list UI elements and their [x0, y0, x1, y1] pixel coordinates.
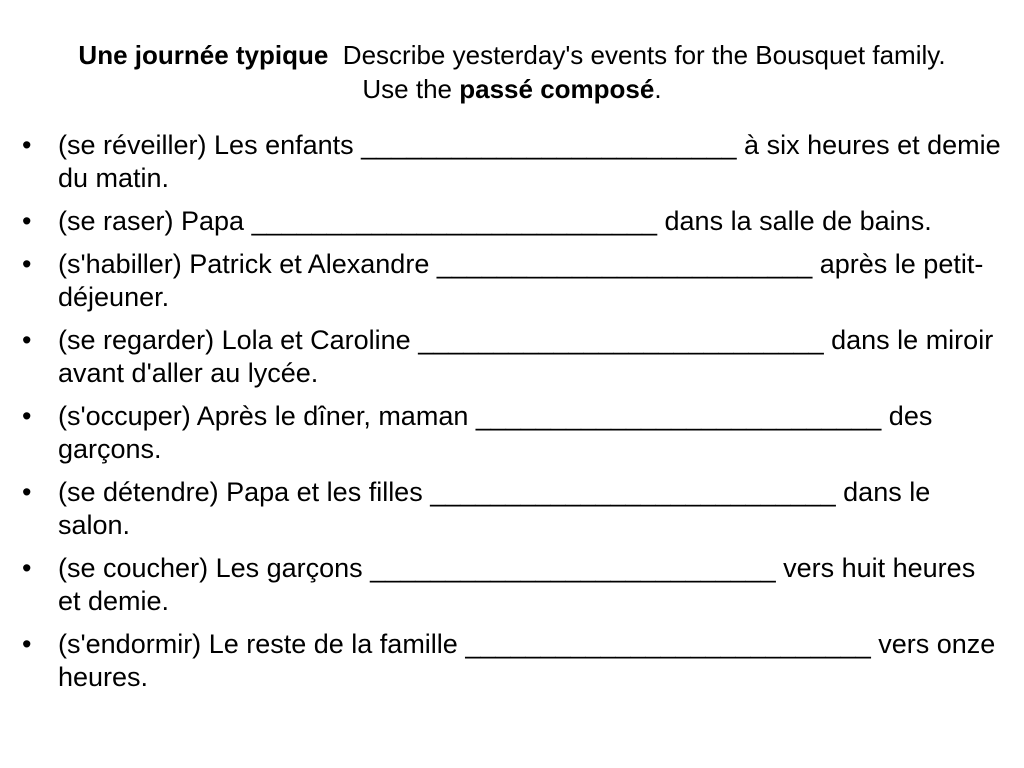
sentence-end: des garçons. [58, 401, 933, 464]
sentence-start: Papa et les filles [218, 477, 431, 507]
title-end-punct: . [654, 74, 662, 104]
exercise-item [22, 400, 1002, 466]
verb-hint: (se regarder) [58, 325, 215, 355]
verb-hint: (s'occuper) [58, 401, 191, 431]
sentence-start: Les garçons [208, 553, 371, 583]
exercise-item [22, 129, 1002, 195]
verb-hint: (se réveiller) [58, 130, 207, 160]
exercise-item [22, 552, 1002, 618]
sentence-end: à six heures et demie du matin. [58, 130, 1001, 193]
title-instruction: Describe yesterday's events for the Bousquet family. Use the [342, 40, 946, 104]
sentence-end: après le petit-déjeuner. [58, 249, 984, 312]
title-bold-part: Une journée typique [78, 40, 329, 70]
slide-title [60, 38, 964, 106]
sentence-start: Le reste de la famille [201, 629, 466, 659]
bullet-icon: • [22, 206, 32, 236]
sentence-start: Les enfants [206, 130, 362, 160]
bullet-icon: • [22, 477, 32, 507]
answer-blank: ___________________________ [430, 477, 836, 507]
exercise-list [22, 129, 1002, 704]
bullet-icon: • [22, 130, 32, 160]
exercise-item [22, 476, 1002, 542]
answer-blank: _________________________ [361, 130, 737, 160]
verb-hint: (s'habiller) [58, 249, 182, 279]
sentence-start: Après le dîner, maman [190, 401, 476, 431]
answer-blank: ___________________________ [370, 553, 776, 583]
verb-hint: (se raser) [58, 206, 174, 236]
verb-hint: (se détendre) [58, 477, 219, 507]
sentence-end: vers huit heures et demie. [58, 553, 976, 616]
answer-blank: ___________________________ [251, 206, 658, 236]
bullet-icon: • [22, 553, 32, 583]
answer-blank: ___________________________ [475, 401, 882, 431]
verb-hint: (s'endormir) [58, 629, 202, 659]
sentence-start: Lola et Caroline [214, 325, 419, 355]
sentence-start: Papa [173, 206, 252, 236]
sentence-start: Patrick et Alexandre [181, 249, 437, 279]
exercise-item [22, 628, 1002, 694]
sentence-end: dans la salle de bains. [657, 206, 932, 236]
exercise-item [22, 205, 1002, 238]
sentence-end: vers onze heures. [58, 629, 996, 692]
sentence-end: dans le salon. [58, 477, 931, 540]
bullet-icon: • [22, 401, 32, 431]
bullet-icon: • [22, 325, 32, 355]
exercise-item [22, 248, 1002, 314]
answer-blank: ___________________________ [465, 629, 871, 659]
answer-blank: ___________________________ [418, 325, 824, 355]
title-bold-term: passé composé [459, 74, 655, 104]
verb-hint: (se coucher) [58, 553, 209, 583]
sentence-end: dans le miroir avant d'aller au lycée. [58, 325, 994, 388]
bullet-icon: • [22, 629, 32, 659]
answer-blank: _________________________ [436, 249, 813, 279]
exercise-item [22, 324, 1002, 390]
bullet-icon: • [22, 249, 32, 279]
